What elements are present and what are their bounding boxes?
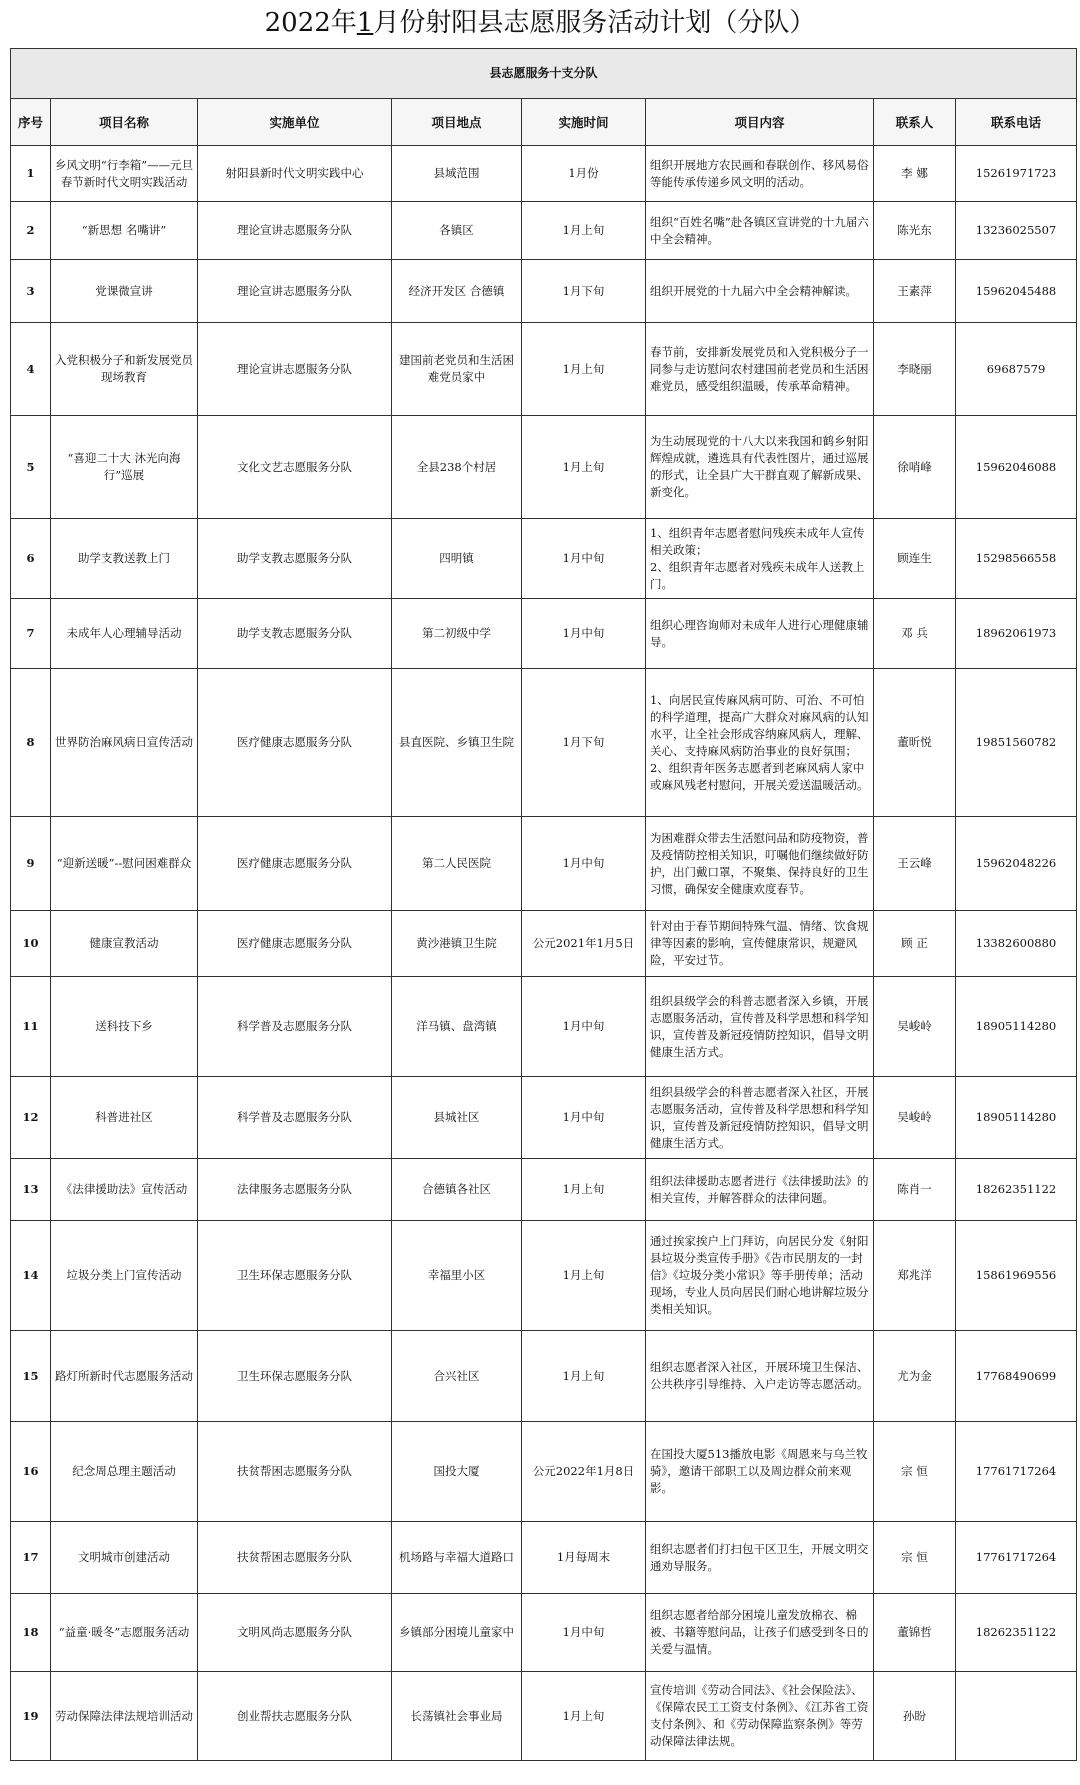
contact-person: 郑兆洋	[874, 1221, 956, 1331]
row-number: 12	[11, 1077, 51, 1159]
table-row	[11, 146, 1077, 202]
project-location: 幸福里小区	[392, 1221, 522, 1331]
implementing-unit: 助学支教志愿服务分队	[198, 519, 392, 599]
project-name: 文明城市创建活动	[51, 1522, 198, 1594]
contact-person: 王素萍	[874, 260, 956, 323]
implementing-unit: 医疗健康志愿服务分队	[198, 817, 392, 911]
contact-person: 尤为金	[874, 1331, 956, 1422]
implementing-unit: 创业帮扶志愿服务分队	[198, 1672, 392, 1761]
table-row	[11, 1672, 1077, 1761]
project-name: 党课微宣讲	[51, 260, 198, 323]
implementation-time: 1月每周末	[522, 1522, 646, 1594]
contact-person: 李 娜	[874, 146, 956, 202]
table-row	[11, 1594, 1077, 1672]
project-location: 长荡镇社会事业局	[392, 1672, 522, 1761]
project-name: 垃圾分类上门宣传活动	[51, 1221, 198, 1331]
col-header-name: 项目名称	[51, 99, 198, 146]
project-name: 乡风文明“行李箱”——元旦春节新时代文明实践活动	[51, 146, 198, 202]
project-content: 组织志愿者给部分困境儿童发放棉衣、棉被、书籍等慰问品，让孩子们感受到冬日的关爱与温情。	[646, 1594, 874, 1672]
implementation-time: 1月上旬	[522, 323, 646, 416]
implementation-time: 1月中旬	[522, 1594, 646, 1672]
project-content: 针对由于春节期间特殊气温、情绪、饮食规律等因素的影响，宣传健康常识，规避风险，平安过节。	[646, 911, 874, 977]
project-name: 路灯所新时代志愿服务活动	[51, 1331, 198, 1422]
implementing-unit: 医疗健康志愿服务分队	[198, 911, 392, 977]
table-row	[11, 599, 1077, 669]
col-header-unit: 实施单位	[198, 99, 392, 146]
project-location: 乡镇部分困境儿童家中	[392, 1594, 522, 1672]
project-location: 洋马镇、盘湾镇	[392, 977, 522, 1077]
project-location: 经济开发区 合德镇	[392, 260, 522, 323]
contact-phone: 17761717264	[956, 1422, 1077, 1522]
table-row	[11, 911, 1077, 977]
row-number: 3	[11, 260, 51, 323]
project-location: 合兴社区	[392, 1331, 522, 1422]
contact-phone: 18905114280	[956, 977, 1077, 1077]
project-content: 组织“百姓名嘴”赴各镇区宣讲党的十九届六中全会精神。	[646, 202, 874, 260]
contact-person: 陈肖一	[874, 1159, 956, 1221]
contact-person: 吴峻岭	[874, 1077, 956, 1159]
project-name: “喜迎二十大 沐光向海行”巡展	[51, 416, 198, 519]
implementing-unit: 医疗健康志愿服务分队	[198, 669, 392, 817]
implementation-time: 1月上旬	[522, 1672, 646, 1761]
row-number: 6	[11, 519, 51, 599]
col-header-content: 项目内容	[646, 99, 874, 146]
contact-person: 董昕悦	[874, 669, 956, 817]
project-name: 世界防治麻风病日宣传活动	[51, 669, 198, 817]
project-location: 县域范围	[392, 146, 522, 202]
project-content: 组织县级学会的科普志愿者深入社区，开展志愿服务活动，宣传普及科学思想和科学知识，宣传普及新冠疫情防控知识，倡导文明健康生活方式。	[646, 1077, 874, 1159]
contact-phone: 15861969556	[956, 1221, 1077, 1331]
contact-phone: 18905114280	[956, 1077, 1077, 1159]
implementation-time: 公元2021年1月5日	[522, 911, 646, 977]
col-header-no: 序号	[11, 99, 51, 146]
contact-person: 王云峰	[874, 817, 956, 911]
implementing-unit: 科学普及志愿服务分队	[198, 977, 392, 1077]
contact-person: 吴峻岭	[874, 977, 956, 1077]
project-location: 县城社区	[392, 1077, 522, 1159]
table-row	[11, 1422, 1077, 1522]
implementing-unit: 文化文艺志愿服务分队	[198, 416, 392, 519]
table-row	[11, 817, 1077, 911]
table-row	[11, 202, 1077, 260]
project-content: 组织志愿者深入社区，开展环境卫生保洁、公共秩序引导维持、入户走访等志愿活动。	[646, 1331, 874, 1422]
implementation-time: 1月中旬	[522, 817, 646, 911]
contact-person: 顾连生	[874, 519, 956, 599]
project-name: 健康宣教活动	[51, 911, 198, 977]
implementation-time: 1月份	[522, 146, 646, 202]
project-content: 组织开展党的十九届六中全会精神解读。	[646, 260, 874, 323]
project-location: 建国前老党员和生活困难党员家中	[392, 323, 522, 416]
row-number: 8	[11, 669, 51, 817]
project-location: 黄沙港镇卫生院	[392, 911, 522, 977]
project-location: 机场路与幸福大道路口	[392, 1522, 522, 1594]
implementing-unit: 射阳县新时代文明实践中心	[198, 146, 392, 202]
project-content: 春节前，安排新发展党员和入党积极分子一同参与走访慰问农村建国前老党员和生活困难党员，感受组织温暖，传承革命精神。	[646, 323, 874, 416]
contact-phone: 15962046088	[956, 416, 1077, 519]
contact-person: 李晓丽	[874, 323, 956, 416]
row-number: 16	[11, 1422, 51, 1522]
contact-phone: 69687579	[956, 323, 1077, 416]
row-number: 19	[11, 1672, 51, 1761]
row-number: 18	[11, 1594, 51, 1672]
row-number: 17	[11, 1522, 51, 1594]
contact-phone: 18962061973	[956, 599, 1077, 669]
project-name: “迎新送暖”--慰问困难群众	[51, 817, 198, 911]
col-header-place: 项目地点	[392, 99, 522, 146]
implementing-unit: 科学普及志愿服务分队	[198, 1077, 392, 1159]
project-name: 劳动保障法律法规培训活动	[51, 1672, 198, 1761]
page-title: 2022年1月份射阳县志愿服务活动计划（分队）	[264, 8, 816, 38]
table-row	[11, 519, 1077, 599]
project-name: 入党积极分子和新发展党员现场教育	[51, 323, 198, 416]
project-location: 第二初级中学	[392, 599, 522, 669]
project-name: 未成年人心理辅导活动	[51, 599, 198, 669]
row-number: 4	[11, 323, 51, 416]
project-location: 县直医院、乡镇卫生院	[392, 669, 522, 817]
row-number: 1	[11, 146, 51, 202]
table-row	[11, 1331, 1077, 1422]
implementation-time: 1月上旬	[522, 1331, 646, 1422]
row-number: 7	[11, 599, 51, 669]
contact-phone: 13236025507	[956, 202, 1077, 260]
contact-phone: 19851560782	[956, 669, 1077, 817]
col-header-phone: 联系电话	[956, 99, 1077, 146]
contact-person: 徐哨峰	[874, 416, 956, 519]
project-content: 为困难群众带去生活慰问品和防疫物资，普及疫情防控相关知识，叮嘱他们继续做好防护，出门戴口罩，不聚集、保持良好的卫生习惯，确保安全健康欢度春节。	[646, 817, 874, 911]
table-row	[11, 1077, 1077, 1159]
project-location: 全县238个村居	[392, 416, 522, 519]
project-location: 四明镇	[392, 519, 522, 599]
table-row	[11, 1159, 1077, 1221]
table-row	[11, 416, 1077, 519]
contact-phone: 17761717264	[956, 1522, 1077, 1594]
contact-person: 孙盼	[874, 1672, 956, 1761]
group-header: 县志愿服务十支分队	[11, 49, 1077, 99]
project-content: 宣传培训《劳动合同法》、《社会保险法》、《保障农民工工资支付条例》、《江苏省工资支付条例》、和《劳动保障监察条例》等劳动保障法律法规。	[646, 1672, 874, 1761]
project-name: 纪念周总理主题活动	[51, 1422, 198, 1522]
project-content: 1、组织青年志愿者慰问残疾未成年人宣传相关政策； 2、组织青年志愿者对残疾未成年人送教上门。	[646, 519, 874, 599]
project-name: 科普进社区	[51, 1077, 198, 1159]
contact-phone: 13382600880	[956, 911, 1077, 977]
implementing-unit: 扶贫帮困志愿服务分队	[198, 1422, 392, 1522]
project-name: 《法律援助法》宣传活动	[51, 1159, 198, 1221]
project-content: 通过挨家挨户上门拜访，向居民分发《射阳县垃圾分类宣传手册》《告市民朋友的一封信》《垃圾分类小常识》等手册传单；活动现场，专业人员向居民们耐心地讲解垃圾分类相关知识。	[646, 1221, 874, 1331]
contact-phone: 17768490699	[956, 1331, 1077, 1422]
project-content: 组织县级学会的科普志愿者深入乡镇，开展志愿服务活动，宣传普及科学思想和科学知识，宣传普及新冠疫情防控知识，倡导文明健康生活方式。	[646, 977, 874, 1077]
contact-person: 顾 正	[874, 911, 956, 977]
table-row	[11, 1522, 1077, 1594]
table-row	[11, 260, 1077, 323]
project-content: 组织心理咨询师对未成年人进行心理健康辅导。	[646, 599, 874, 669]
contact-phone: 15962048226	[956, 817, 1077, 911]
row-number: 14	[11, 1221, 51, 1331]
project-content: 1、向居民宣传麻风病可防、可治、不可怕的科学道理，提高广大群众对麻风病的认知水平，让全社会形成容纳麻风病人，理解、关心、支持麻风病防治事业的良好氛围； 2、组织青年医务志愿者到老麻风病人家中或麻风残老村慰问，开展关爱送温暖活动。	[646, 669, 874, 817]
implementation-time: 1月下旬	[522, 260, 646, 323]
row-number: 9	[11, 817, 51, 911]
project-content: 组织志愿者们打扫包干区卫生，开展文明交通劝导服务。	[646, 1522, 874, 1594]
implementing-unit: 理论宣讲志愿服务分队	[198, 202, 392, 260]
project-content: 为生动展现党的十八大以来我国和鹤乡射阳辉煌成就，遴选具有代表性图片，通过巡展的形式，让全县广大干群直观了解新成果、新变化。	[646, 416, 874, 519]
implementing-unit: 助学支教志愿服务分队	[198, 599, 392, 669]
implementation-time: 1月上旬	[522, 1159, 646, 1221]
implementing-unit: 卫生环保志愿服务分队	[198, 1221, 392, 1331]
row-number: 11	[11, 977, 51, 1077]
contact-phone	[956, 1672, 1077, 1761]
contact-person: 宗 恒	[874, 1522, 956, 1594]
project-content: 组织开展地方农民画和春联创作、移风易俗等能传承传递乡风文明的活动。	[646, 146, 874, 202]
project-location: 合德镇各社区	[392, 1159, 522, 1221]
implementing-unit: 文明风尚志愿服务分队	[198, 1594, 392, 1672]
project-name: 助学支教送教上门	[51, 519, 198, 599]
implementing-unit: 理论宣讲志愿服务分队	[198, 323, 392, 416]
implementation-time: 1月下旬	[522, 669, 646, 817]
contact-person: 宗 恒	[874, 1422, 956, 1522]
implementation-time: 1月中旬	[522, 1077, 646, 1159]
table-row	[11, 323, 1077, 416]
table-row	[11, 977, 1077, 1077]
contact-phone: 15261971723	[956, 146, 1077, 202]
project-location: 国投大厦	[392, 1422, 522, 1522]
implementing-unit: 法律服务志愿服务分队	[198, 1159, 392, 1221]
implementation-time: 1月中旬	[522, 519, 646, 599]
activity-table	[10, 48, 1077, 1761]
contact-phone: 15962045488	[956, 260, 1077, 323]
row-number: 2	[11, 202, 51, 260]
project-name: “益童·暖冬”志愿服务活动	[51, 1594, 198, 1672]
table-row	[11, 669, 1077, 817]
implementation-time: 公元2022年1月8日	[522, 1422, 646, 1522]
contact-person: 邓 兵	[874, 599, 956, 669]
implementation-time: 1月上旬	[522, 202, 646, 260]
implementation-time: 1月上旬	[522, 416, 646, 519]
row-number: 10	[11, 911, 51, 977]
project-name: “新思想 名嘴讲”	[51, 202, 198, 260]
project-location: 各镇区	[392, 202, 522, 260]
col-header-time: 实施时间	[522, 99, 646, 146]
project-content: 在国投大厦513播放电影《周恩来与乌兰牧骑》，邀请干部职工以及周边群众前来观影。	[646, 1422, 874, 1522]
contact-person: 陈光东	[874, 202, 956, 260]
implementing-unit: 扶贫帮困志愿服务分队	[198, 1522, 392, 1594]
table-row	[11, 1221, 1077, 1331]
contact-phone: 18262351122	[956, 1159, 1077, 1221]
implementation-time: 1月中旬	[522, 599, 646, 669]
implementation-time: 1月中旬	[522, 977, 646, 1077]
project-location: 第二人民医院	[392, 817, 522, 911]
project-name: 送科技下乡	[51, 977, 198, 1077]
row-number: 13	[11, 1159, 51, 1221]
project-content: 组织法律援助志愿者进行《法律援助法》的相关宣传，并解答群众的法律问题。	[646, 1159, 874, 1221]
implementation-time: 1月上旬	[522, 1221, 646, 1331]
col-header-contact: 联系人	[874, 99, 956, 146]
row-number: 5	[11, 416, 51, 519]
implementing-unit: 卫生环保志愿服务分队	[198, 1331, 392, 1422]
contact-person: 董锦哲	[874, 1594, 956, 1672]
implementing-unit: 理论宣讲志愿服务分队	[198, 260, 392, 323]
contact-phone: 18262351122	[956, 1594, 1077, 1672]
row-number: 15	[11, 1331, 51, 1422]
contact-phone: 15298566558	[956, 519, 1077, 599]
